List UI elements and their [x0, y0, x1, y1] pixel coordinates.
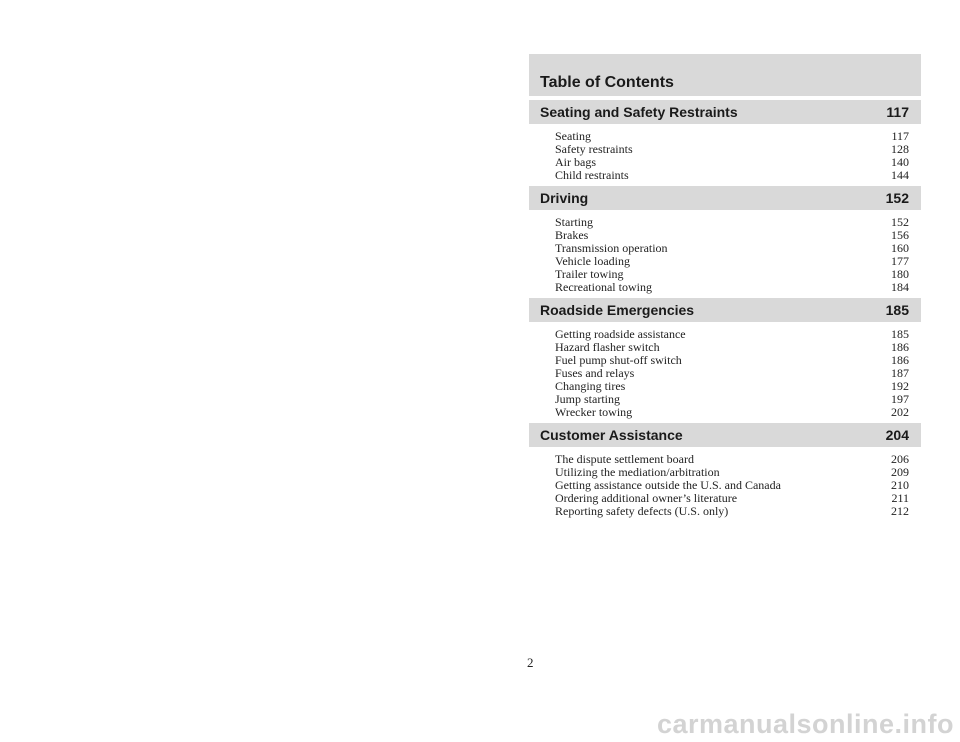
section-page-number: 117: [886, 104, 909, 120]
entry-page-number: 185: [891, 327, 909, 341]
entry-label: Getting assistance outside the U.S. and Canada: [555, 478, 781, 492]
entry-label: Hazard flasher switch: [555, 340, 660, 354]
entry-page-number: 211: [891, 491, 909, 505]
section-title: Customer Assistance: [540, 427, 683, 443]
entry-page-number: 192: [891, 379, 909, 393]
section-title: Driving: [540, 190, 589, 206]
entry-label: Fuel pump shut-off switch: [555, 353, 682, 367]
entry-label: Reporting safety defects (U.S. only): [555, 504, 729, 518]
toc-entry-list: [529, 322, 921, 419]
entry-label: Getting roadside assistance: [555, 327, 686, 341]
section-page-number: 185: [885, 302, 909, 318]
entry-page-number: 160: [891, 241, 909, 255]
entry-page-number: 202: [891, 405, 909, 419]
entry-page-number: 117: [891, 129, 909, 143]
entry-label: Safety restraints: [555, 142, 633, 156]
entry-label: The dispute settlement board: [555, 452, 694, 466]
entry-label: Wrecker towing: [555, 405, 633, 419]
toc-entry[interactable]: [555, 505, 909, 518]
toc-section-header[interactable]: [529, 298, 921, 322]
entry-page-number: 152: [891, 215, 909, 229]
toc-entry[interactable]: [555, 281, 909, 294]
toc-entry[interactable]: [555, 169, 909, 182]
toc-entry-list: [529, 124, 921, 182]
toc-section-header[interactable]: [529, 100, 921, 124]
entry-label: Transmission operation: [555, 241, 668, 255]
entry-label: Ordering additional owner’s literature: [555, 491, 738, 505]
toc-title: Table of Contents: [540, 74, 674, 91]
entry-page-number: 128: [891, 142, 909, 156]
entry-label: Trailer towing: [555, 267, 624, 281]
toc-entry-list: [529, 447, 921, 518]
entry-page-number: 187: [891, 366, 909, 380]
entry-page-number: 180: [891, 267, 909, 281]
section-title: Roadside Emergencies: [540, 302, 695, 318]
entry-page-number: 197: [891, 392, 909, 406]
entry-label: Seating: [555, 129, 591, 143]
entry-page-number: 186: [891, 340, 909, 354]
entry-label: Fuses and relays: [555, 366, 635, 380]
entry-page-number: 184: [891, 280, 909, 294]
page-number: 2: [527, 655, 534, 670]
entry-label: Vehicle loading: [555, 254, 630, 268]
toc-entry[interactable]: [555, 406, 909, 419]
entry-page-number: 140: [891, 155, 909, 169]
entry-label: Changing tires: [555, 379, 626, 393]
entry-page-number: 144: [891, 168, 909, 182]
entry-page-number: 210: [891, 478, 909, 492]
entry-page-number: 212: [891, 504, 909, 518]
entry-label: Jump starting: [555, 392, 620, 406]
entry-label: Brakes: [555, 228, 589, 242]
toc-section-header[interactable]: [529, 186, 921, 210]
entry-page-number: 156: [891, 228, 909, 242]
entry-page-number: 206: [891, 452, 909, 466]
entry-label: Child restraints: [555, 168, 629, 182]
entry-page-number: 177: [891, 254, 909, 268]
entry-page-number: 186: [891, 353, 909, 367]
toc-sections: [529, 100, 921, 518]
entry-label: Recreational towing: [555, 280, 652, 294]
toc-entry[interactable]: [555, 143, 909, 156]
toc-entry[interactable]: [555, 216, 909, 229]
section-page-number: 204: [885, 427, 909, 443]
entry-page-number: 209: [891, 465, 909, 479]
entry-label: Utilizing the mediation/arbitration: [555, 465, 720, 479]
toc-entry-list: [529, 210, 921, 294]
entry-label: Starting: [555, 215, 593, 229]
toc-title-bar: [529, 54, 921, 96]
watermark: carmanualsonline.info: [656, 709, 954, 739]
section-page-number: 152: [885, 190, 909, 206]
toc-section-header[interactable]: [529, 423, 921, 447]
table-of-contents: [529, 54, 921, 518]
section-title: Seating and Safety Restraints: [540, 104, 738, 120]
entry-label: Air bags: [555, 155, 596, 169]
